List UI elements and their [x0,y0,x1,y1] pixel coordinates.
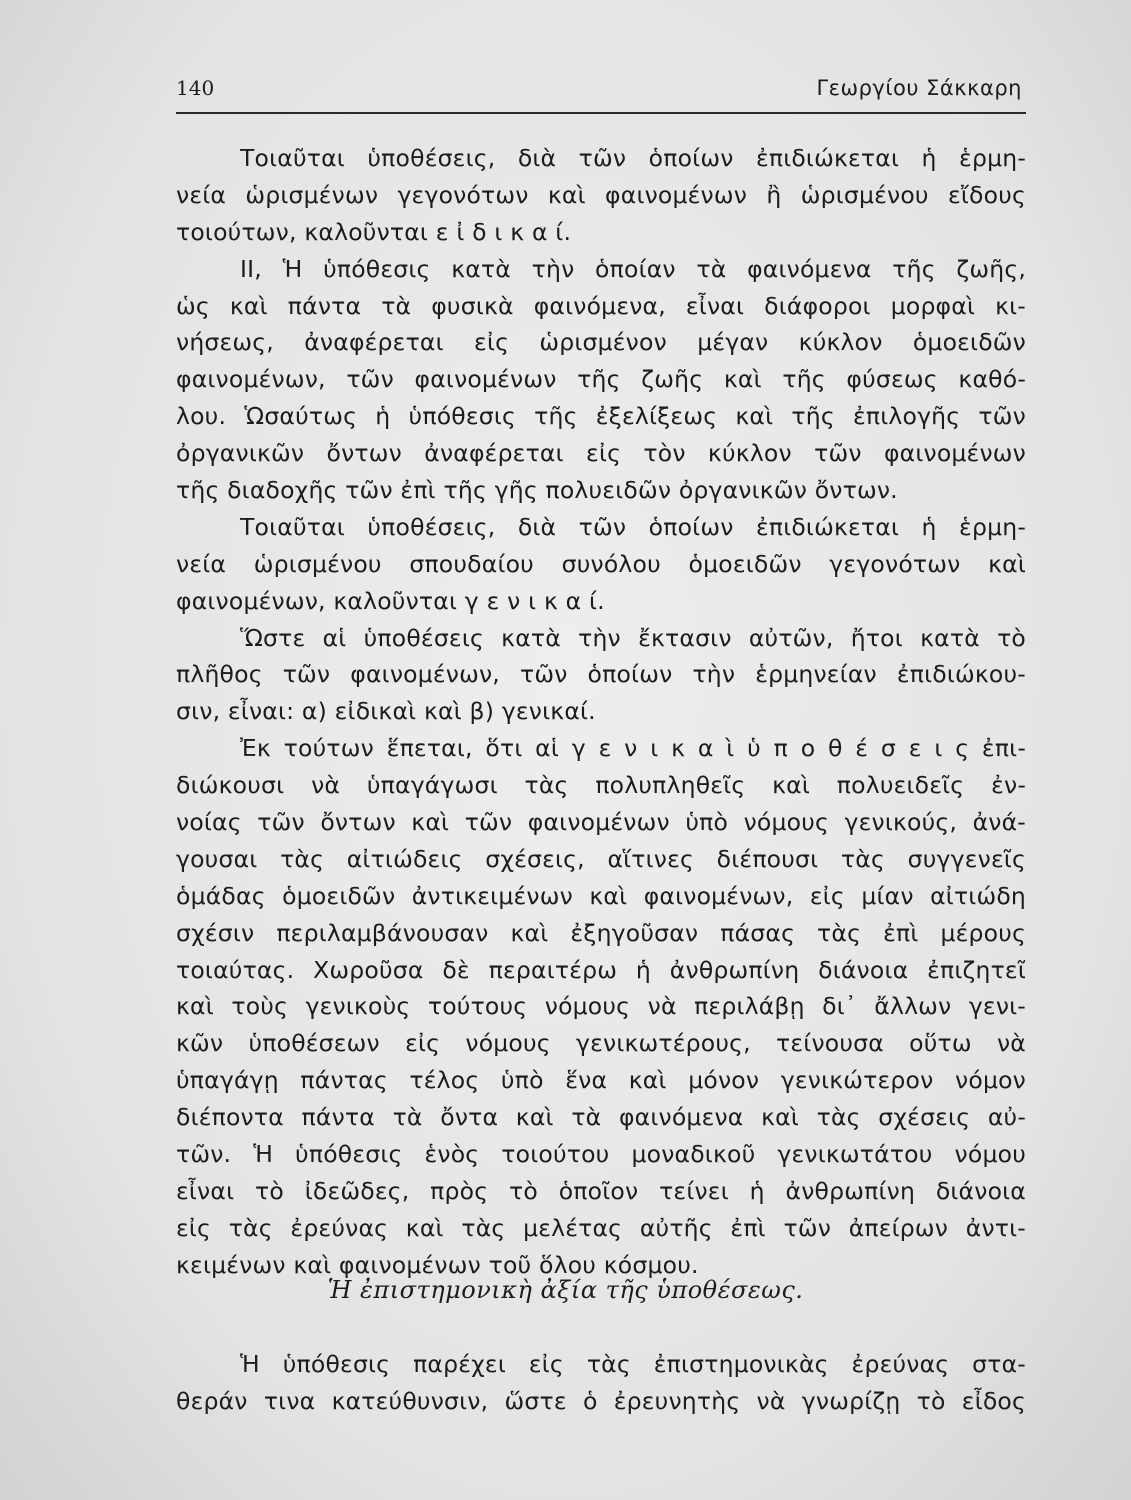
page-number: 140 [176,76,215,100]
section-heading: Ἡ ἐπιστημονικὴ ἀξία τῆς ὑποθέσεως. [327,1276,804,1304]
text-line: ὀργανικῶν ὄντων ἀναφέρεται εἰς τὸν κύκλον τῶν φαινομένων [176,439,1026,468]
text-line: εἶναι τὸ ἰδεῶδες, πρὸς τὸ ὁποῖον τείνει ἡ ἀνθρωπίνη διάνοια [176,1176,1026,1205]
page-header [176,74,1026,114]
main-text [176,140,1026,1284]
text-line: γουσαι τὰς αἰτιώδεις σχέσεις, αἵτινες διέπουσι τὰς συγγενεῖς [176,844,1026,873]
text-line: νεία ὡρισμένου σπουδαίου συνόλου ὁμοειδῶν γεγονότων καὶ [176,549,1026,578]
text-line: τοιαύτας. Χωροῦσα δὲ περαιτέρω ἡ ἀνθρωπίνη διάνοια ἐπιζητεῖ [176,955,1026,984]
text-line: φαινομένων, καλοῦνται γ ε ν ι κ α ί. [176,586,605,615]
text-line: II, Ἡ ὑπόθεσις κατὰ τὴν ὁποίαν τὰ φαινόμενα τῆς ζωῆς, [240,254,1026,283]
text-line: ὡς καὶ πάντα τὰ φυσικὰ φαινόμενα, εἶναι διάφοροι μορφαὶ κι- [176,291,1026,320]
text-line: πλῆθος τῶν φαινομένων, τῶν ὁποίων τὴν ἑρμηνείαν ἐπιδιώκου- [176,660,1026,689]
text-line: φαινομένων, τῶν φαινομένων τῆς ζωῆς καὶ τῆς φύσεως καθό- [176,365,1026,394]
text-line: ὁμάδας ὁμοειδῶν ἀντικειμένων καὶ φαινομένων, εἰς μίαν αἰτιώδη [176,881,1026,910]
text-line: κῶν ὑποθέσεων εἰς νόμους γενικωτέρους, τείνουσα οὕτω νὰ [176,1029,1026,1058]
running-head-author: Γεωργίου Σάκκαρη [816,76,1022,100]
text-line: τοιούτων, καλοῦνται ε ἰ δ ι κ α ί. [176,217,572,246]
text-line: νήσεως, ἀναφέρεται εἰς ὡρισμένον μέγαν κύκλον ὁμοειδῶν [176,328,1026,357]
text-line: σχέσιν περιλαμβάνουσαν καὶ ἐξηγοῦσαν πάσας τὰς ἐπὶ μέρους [176,918,1026,947]
text-line: σιν, εἶναι: α) εἰδικαὶ καὶ β) γενικαί. [176,697,596,726]
text-line: λου. Ὡσαύτως ἡ ὑπόθεσις τῆς ἐξελίξεως καὶ τῆς ἐπιλογῆς τῶν [176,402,1026,431]
text-line: κειμένων καὶ φαινομένων τοῦ ὅλου κόσμου. [176,1250,699,1279]
text-line: καὶ τοὺς γενικοὺς τούτους νόμους νὰ περιλάβῃ δι᾽ ἄλλων γενι- [176,992,1026,1021]
text-line: διέποντα πάντα τὰ ὄντα καὶ τὰ φαινόμενα καὶ τὰς σχέσεις αὐ- [176,1103,1026,1132]
text-line: Τοιαῦται ὑποθέσεις, διὰ τῶν ὁποίων ἐπιδιώκεται ἡ ἑρμη- [240,512,1026,541]
text-line: νεία ὡρισμένων γεγονότων καὶ φαινομένων ἢ ὡρισμένου εἴδους [176,180,1026,209]
text-line: εἰς τὰς ἐρεύνας καὶ τὰς μελέτας αὐτῆς ἐπὶ τῶν ἀπείρων ἀντι- [176,1213,1026,1242]
text-line: τῆς διαδοχῆς τῶν ἐπὶ τῆς γῆς πολυειδῶν ὀργανικῶν ὄντων. [176,476,898,505]
text-line: Τοιαῦται ὑποθέσεις, διὰ τῶν ὁποίων ἐπιδιώκεται ἡ ἑρμη- [240,144,1026,172]
text-line: νοίας τῶν ὄντων καὶ τῶν φαινομένων ὑπὸ νόμους γενικούς, ἀνά- [176,808,1026,837]
text-line: Ὥστε αἱ ὑποθέσεις κατὰ τὴν ἔκτασιν αὐτῶν, ἤτοι κατὰ τὸ [240,623,1026,652]
text-line: διώκουσι νὰ ὑπαγάγωσι τὰς πολυπληθεῖς καὶ πολυειδεῖς ἐν- [176,771,1026,800]
text-line: Ἐκ τούτων ἕπεται, ὅτι αἱ γ ε ν ι κ α ὶ ὑ π ο θ έ σ ε ι ς ἐπι- [240,734,1026,763]
text-line: θεράν τινα κατεύθυνσιν, ὥστε ὁ ἐρευνητὴς νὰ γνωρίζῃ τὸ εἶδος [176,1386,1026,1415]
text-line: τῶν. Ἡ ὑπόθεσις ἑνὸς τοιούτου μοναδικοῦ γενικωτάτου νόμου [176,1140,1026,1169]
tail-text [176,1346,1026,1420]
text-line: Ἡ ὑπόθεσις παρέχει εἰς τὰς ἐπιστημονικὰς ἐρεύνας στα- [240,1350,1026,1378]
text-line: ὑπαγάγῃ πάντας τέλος ὑπὸ ἕνα καὶ μόνον γενικώτερον νόμον [176,1066,1026,1095]
